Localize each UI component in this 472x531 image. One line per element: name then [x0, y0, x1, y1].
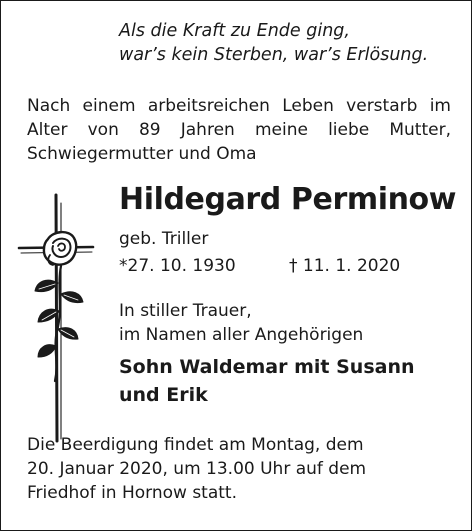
death-date: † 11. 1. 2020 — [289, 256, 401, 276]
verse-line-2: war’s kein Sterben, war’s Erlösung. — [119, 45, 429, 65]
deceased-name: Hildegard Perminow — [119, 182, 457, 217]
maiden-name: geb. Triller — [119, 229, 209, 249]
funeral-info — [27, 433, 457, 505]
birth-date: *27. 10. 1930 — [119, 256, 236, 276]
memorial-verse — [119, 19, 459, 67]
signers-line-2: und Erik — [119, 384, 208, 406]
cross-with-rose-icon — [17, 191, 97, 446]
intro-text: Nach einem arbeitsreichen Leben verstarb im Alter von 89 Jahren meine liebe Mutter, Schwiegermutter und Oma — [27, 96, 451, 164]
mourning-section — [119, 299, 363, 347]
mourning-line-2: im Namen aller Angehörigen — [119, 325, 364, 345]
verse-line-1: Als die Kraft zu Ende ging, — [119, 21, 350, 41]
funeral-line-3: Friedhof in Hornow statt. — [27, 483, 238, 503]
funeral-line-2: 20. Januar 2020, um 13.00 Uhr auf dem — [27, 459, 367, 479]
funeral-line-1: Die Beerdigung findet am Montag, dem — [27, 435, 364, 455]
mourning-line-1: In stiller Trauer, — [119, 301, 252, 321]
signers-line-1: Sohn Waldemar mit Susann — [119, 356, 415, 378]
signers — [119, 353, 464, 409]
